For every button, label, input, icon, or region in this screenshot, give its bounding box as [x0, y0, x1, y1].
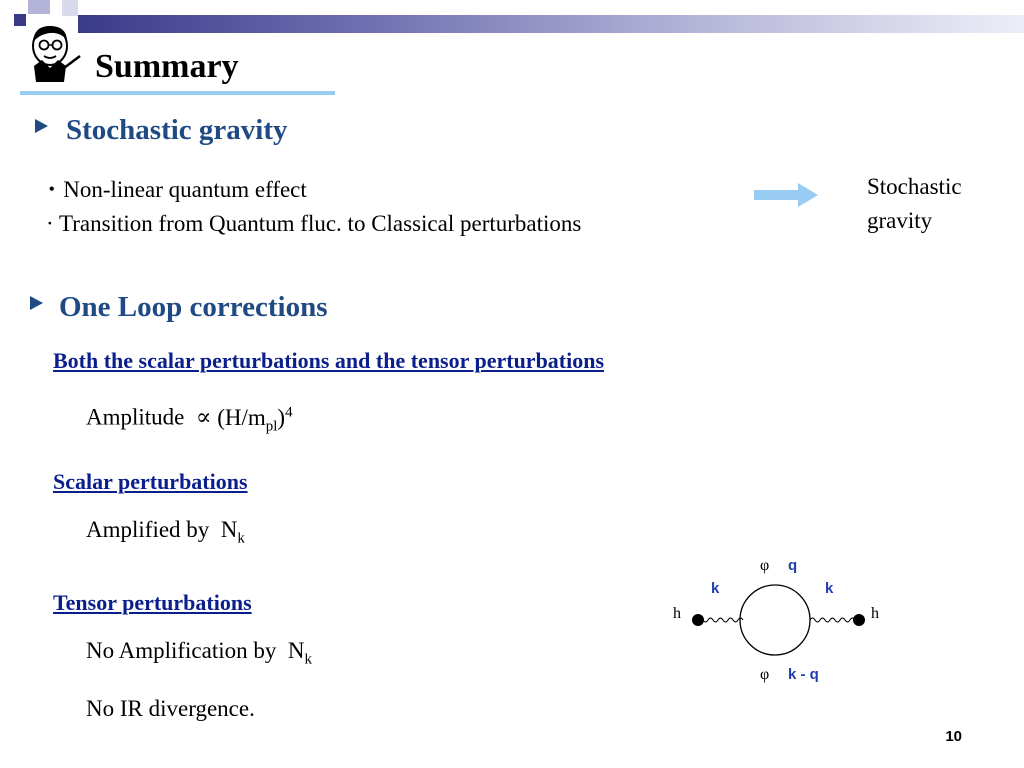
header-gradient-bar — [78, 15, 1024, 33]
formula-superscript: 4 — [285, 404, 293, 420]
triangle-bullet-icon — [35, 119, 48, 133]
dot-bullet-icon: · — [46, 211, 54, 236]
amplitude-formula — [217, 404, 293, 435]
subheading-tensor: Tensor perturbations — [53, 590, 252, 615]
bullet-item — [46, 211, 581, 237]
subheading-both: Both the scalar perturbations and the tensor perturbations — [53, 348, 605, 373]
diagram-label-left-k: k — [711, 580, 720, 597]
section-heading-stochastic: Stochastic gravity — [66, 114, 288, 146]
diagram-label-q: q — [788, 557, 798, 574]
slide-number: 10 — [945, 728, 962, 745]
formula-part: (H/m — [217, 404, 266, 430]
teacher-cartoon-icon — [20, 18, 84, 84]
tensor-line — [86, 638, 312, 669]
diagram-label-right-h: h — [871, 605, 879, 622]
diagram-label-top-phi: φ — [760, 557, 770, 574]
result-line: Stochastic — [867, 174, 962, 199]
formula-subscript: pl — [265, 418, 278, 435]
formula-part: ) — [277, 404, 286, 430]
diagram-label-k-minus-q: k - q — [788, 666, 819, 683]
scalar-text: Amplified by — [86, 517, 210, 542]
decor-square — [28, 0, 50, 14]
subheading-scalar: Scalar perturbations — [53, 469, 248, 494]
result-text — [867, 170, 962, 238]
diagram-label-left-h: h — [673, 605, 681, 622]
proportional-symbol: ∝ — [195, 404, 212, 430]
slide-title: Summary — [95, 48, 239, 85]
amplitude-label: Amplitude — [86, 404, 185, 430]
scalar-N: N — [220, 517, 238, 542]
bullet-item — [46, 171, 307, 204]
right-arrow-icon — [752, 181, 822, 209]
diagram-label-right-k: k — [825, 580, 834, 597]
triangle-bullet-icon — [30, 296, 43, 310]
amplitude-line — [86, 404, 293, 435]
dot-bullet-icon: ･ — [46, 177, 58, 202]
bullet-text-nonlinear: Non-linear quantum effect — [63, 177, 307, 202]
tensor-subscript: k — [304, 651, 312, 668]
section-heading-oneloop: One Loop corrections — [59, 291, 328, 323]
bullet-text-transition: Transition from Quantum fluc. to Classical perturbations — [59, 211, 582, 236]
title-underline — [20, 91, 335, 95]
decor-square — [62, 0, 78, 16]
result-line: gravity — [867, 208, 933, 233]
tensor-N: N — [287, 638, 305, 663]
tensor-text: No Amplification by — [86, 638, 277, 663]
diagram-label-bottom-phi: φ — [760, 666, 770, 683]
scalar-line — [86, 517, 245, 548]
scalar-subscript: k — [237, 530, 245, 547]
ir-divergence-text: No IR divergence. — [86, 696, 255, 721]
